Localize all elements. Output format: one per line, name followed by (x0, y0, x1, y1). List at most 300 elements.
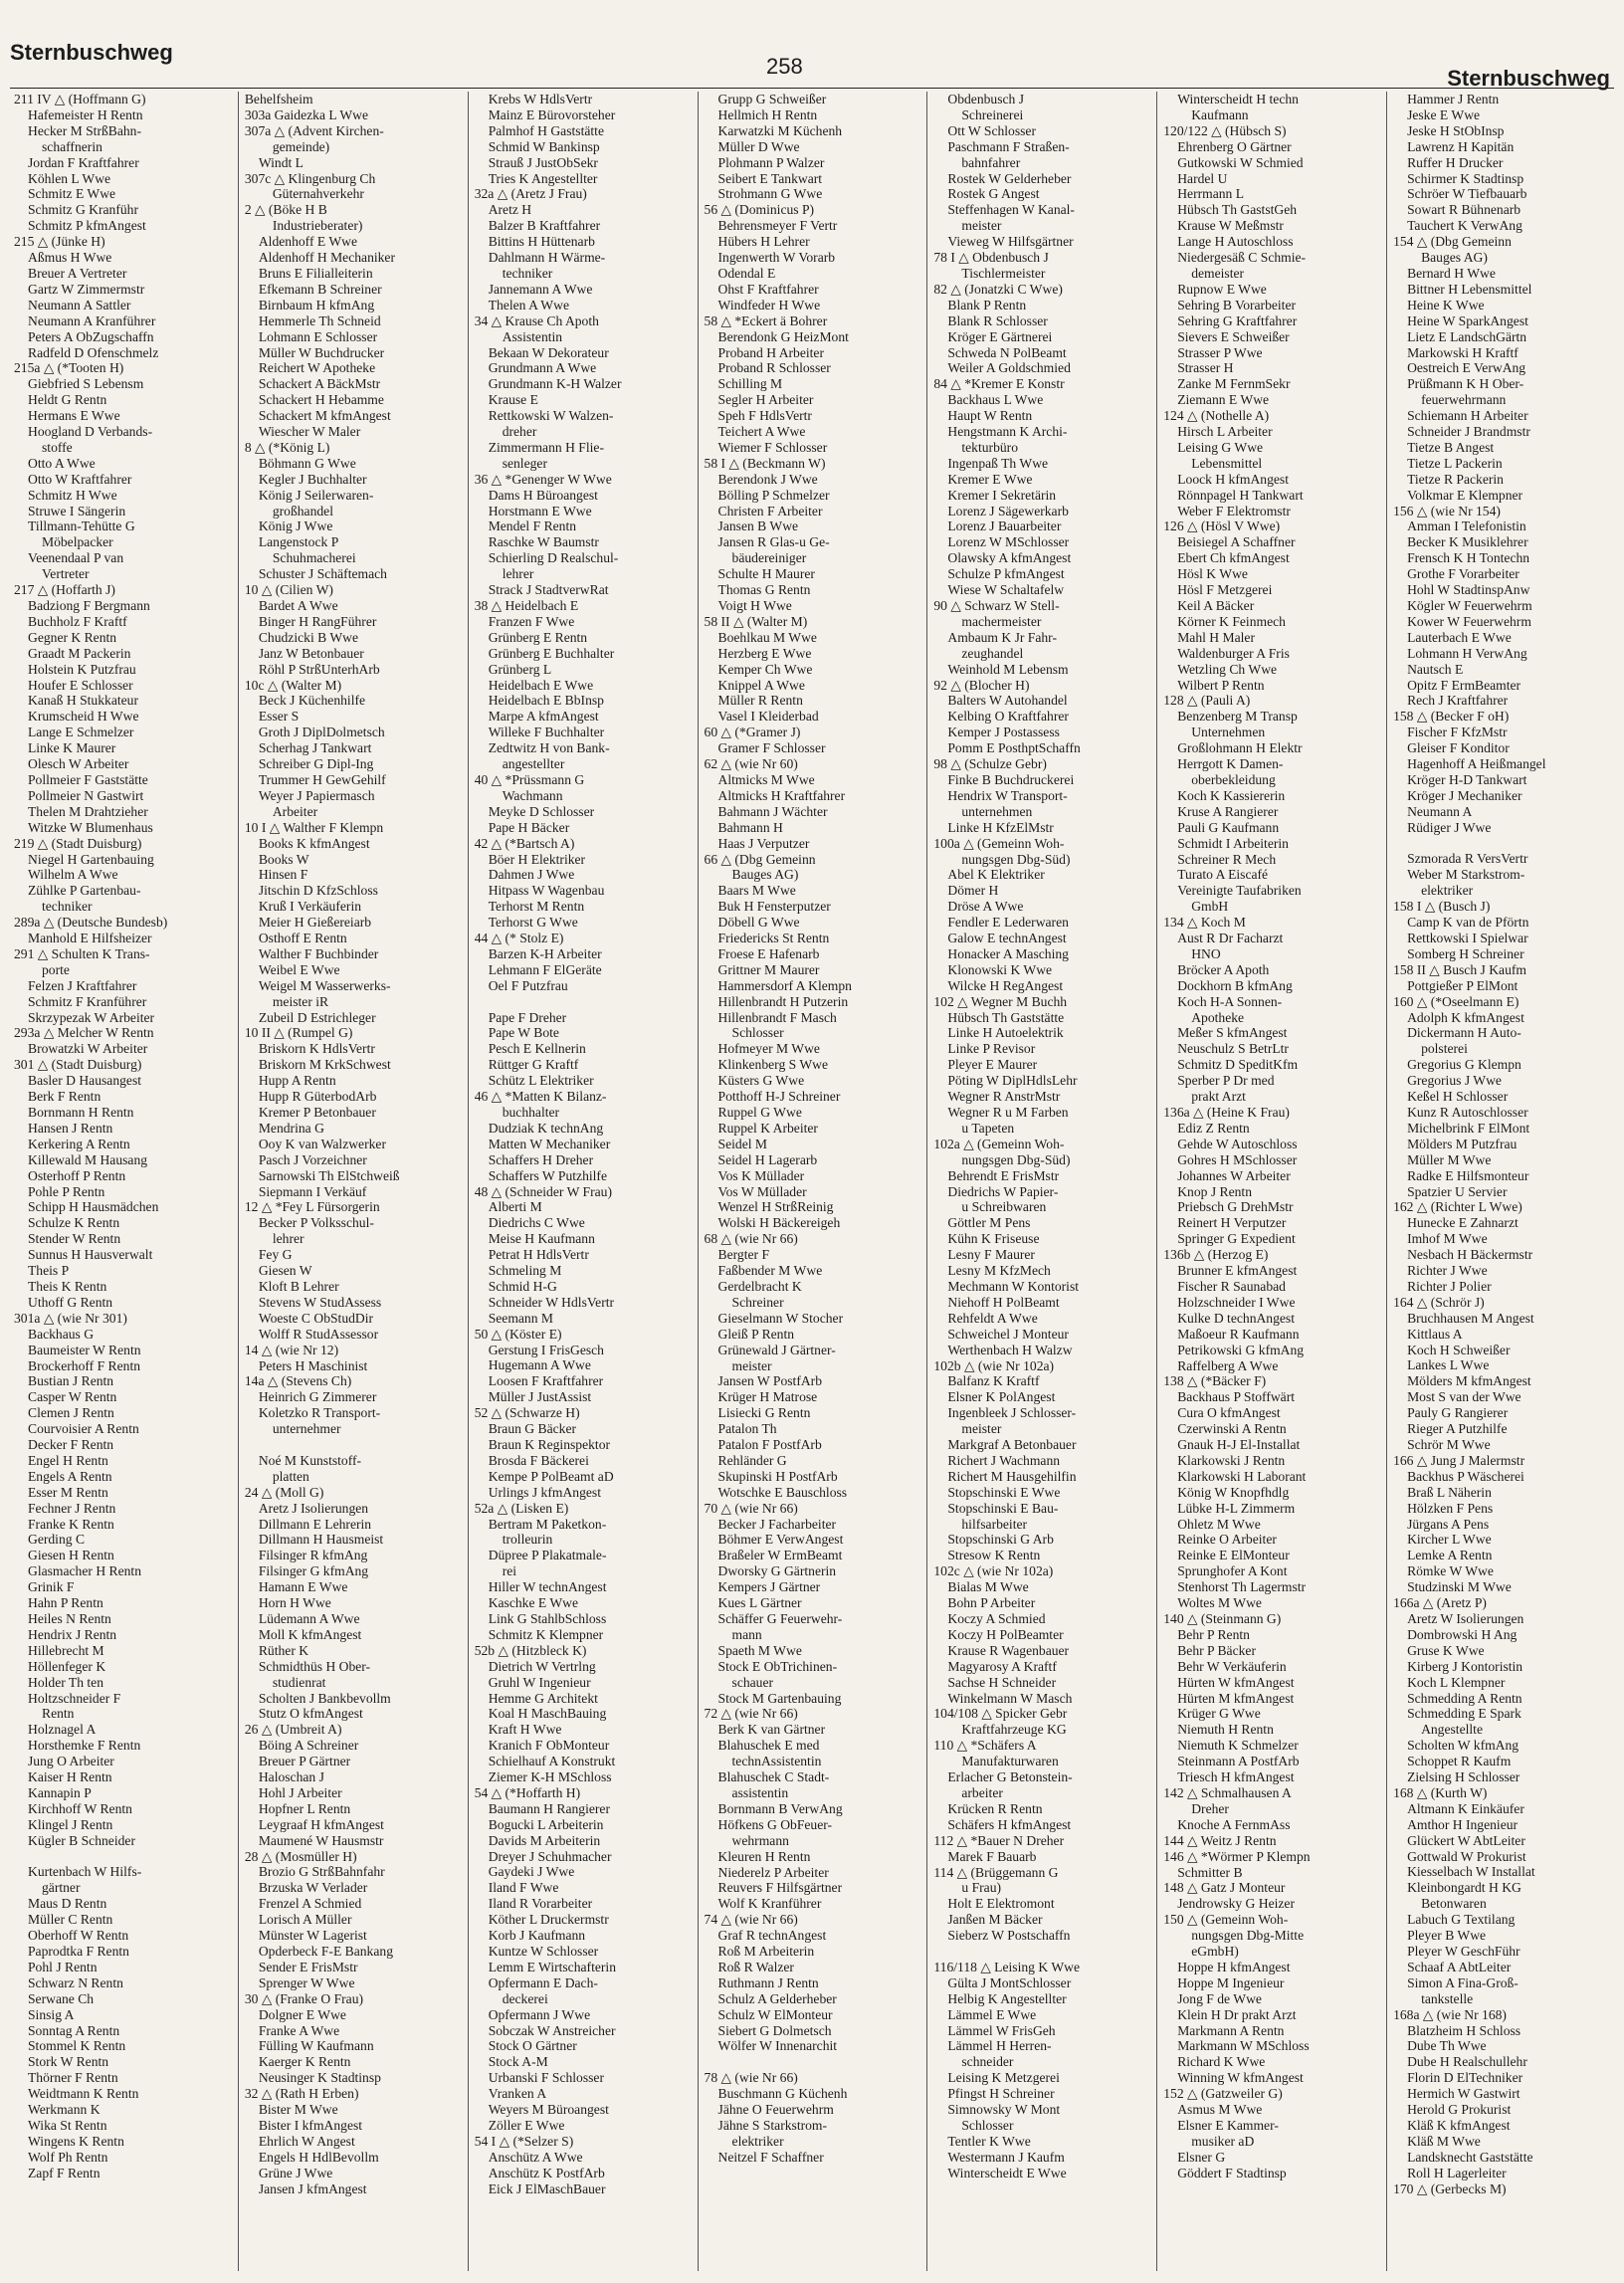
directory-entry: Zapf F Rentn (28, 2165, 101, 2180)
directory-entry: Spatzier U Servier (1407, 1183, 1508, 1199)
directory-entry: Bauges AG) (1421, 250, 1488, 266)
directory-entry: Holt E Elektromont (947, 1896, 1055, 1912)
directory-entry: Manhold E Hilfsheizer (28, 931, 152, 946)
directory-entry: Korb J Kaufmann (488, 1928, 586, 1944)
directory-entry: Fischer F KfzMstr (1407, 725, 1508, 740)
directory-entry: Richter J Wwe (1407, 1263, 1488, 1279)
directory-entry: Raschke W Baumstr (488, 534, 599, 550)
directory-entry: Zielsing H Schlosser (1407, 1769, 1521, 1785)
directory-entry: platten (272, 1468, 309, 1484)
directory-entry: 158 II △ Busch J Kaufm (1393, 961, 1526, 977)
directory-entry: Schlosser (731, 1025, 784, 1041)
directory-entry: 24 △ (Moll G) (244, 1484, 324, 1500)
column-2 (238, 92, 468, 2271)
directory-entry: Balters W Autohandel (947, 693, 1068, 709)
directory-entry: Klonowski K Wwe (947, 961, 1053, 977)
directory-entry: Hoppe M Ingenieur (1177, 1974, 1285, 1990)
directory-entry: 138 △ (*Bäcker F) (1163, 1373, 1267, 1389)
directory-entry: Elsner G (1177, 2149, 1226, 2165)
page-number: 258 (766, 54, 803, 79)
column-1 (8, 92, 238, 2271)
directory-entry: Berendonk G HeizMont (717, 328, 849, 344)
directory-entry: Bruchhausen M Angest (1407, 1310, 1534, 1326)
directory-entry: Aretz J Isolierungen (258, 1500, 369, 1516)
directory-entry: 140 △ (Steinmann G) (1163, 1611, 1282, 1626)
directory-entry: Bergter F (717, 1247, 770, 1263)
directory-entry: Aßmus H Wwe (28, 250, 112, 266)
directory-entry: Weber F Elektromstr (1177, 503, 1291, 519)
directory-entry: 52b △ (Hitzbleck K) (474, 1642, 587, 1658)
directory-entry: 116/118 △ Leising K Wwe (933, 1959, 1080, 1974)
directory-entry: Rehländer G (717, 1452, 787, 1468)
directory-entry: Woeste C ObStudDir (258, 1310, 374, 1326)
directory-entry (245, 1437, 464, 1453)
directory-entry: Kelbing O Kraftfahrer (947, 709, 1069, 725)
directory-entry: Hupp R GüterbodArb (258, 1089, 377, 1105)
directory-entry: Browatzki W Arbeiter (28, 1041, 148, 1057)
directory-entry: Killewald M Hausang (28, 1151, 148, 1167)
directory-entry: Ediz Z Rentn (1177, 1120, 1250, 1136)
directory-entry: polsterei (1421, 1041, 1468, 1057)
directory-entry: Kloft B Lehrer (258, 1278, 339, 1294)
directory-entry: Braun K Reginspektor (488, 1437, 611, 1453)
directory-entry: Galow E technAngest (947, 931, 1067, 946)
directory-entry: Friedericks St Rentn (717, 931, 830, 946)
directory-entry: Loock H kfmAngest (1177, 471, 1289, 487)
directory-entry: Skrzypezak W Arbeiter (28, 1009, 155, 1025)
directory-entry: Sieberz W Postschaffn (947, 1928, 1071, 1944)
directory-entry: Niemuth H Rentn (1177, 1722, 1274, 1738)
directory-entry: Schackert H Hebamme (258, 392, 384, 408)
directory-entry: 68 △ (wie Nr 66) (704, 1231, 798, 1247)
directory-entry: 301a △ (wie Nr 301) (14, 1310, 127, 1326)
directory-entry: Kemper Ch Wwe (717, 661, 813, 677)
directory-entry: Dahlmann H Wärme- (488, 250, 606, 266)
directory-entry: Rönnpagel H Tankwart (1177, 487, 1304, 503)
directory-entry: Westermann J Kaufm (947, 2149, 1065, 2165)
directory-entry: 168 △ (Kurth W) (1393, 1784, 1488, 1800)
directory-entry: Siebert G Dolmetsch (717, 2022, 832, 2038)
directory-entry: Holznagel A (28, 1722, 97, 1738)
directory-entry: Koch H-A Sonnen- (1177, 993, 1283, 1009)
directory-entry: gemeinde) (272, 138, 330, 154)
directory-entry: Ooy K van Walzwerker (258, 1136, 386, 1151)
directory-entry: Sobczak W Anstreicher (488, 2022, 616, 2038)
directory-entry: Gerstung I FrisGesch (488, 1342, 604, 1357)
directory-entry: Jung O Arbeiter (28, 1754, 114, 1769)
directory-entry: Ruppel G Wwe (717, 1105, 802, 1120)
directory-entry: Florin D ElTechniker (1407, 2070, 1523, 2086)
directory-entry: Göddert F Stadtinsp (1177, 2165, 1287, 2180)
directory-entry: zeughandel (961, 645, 1024, 661)
directory-entry: Engels H HdlBevollm (258, 2149, 379, 2165)
directory-entry: Braun G Bäcker (488, 1421, 577, 1437)
directory-entry: Schmedding E Spark (1407, 1706, 1522, 1722)
directory-entry: elektriker (1421, 883, 1474, 899)
directory-entry: Lorisch A Müller (258, 1912, 352, 1928)
directory-entry: Zubeil D Estrichleger (258, 1009, 376, 1025)
directory-entry: Schmitz E Wwe (28, 186, 116, 202)
directory-entry: 126 △ (Hösl V Wwe) (1163, 519, 1281, 534)
directory-entry: Gleiser F Konditor (1407, 740, 1510, 756)
directory-entry: Heine W SparkAngest (1407, 312, 1528, 328)
directory-entry: Badziong F Bergmann (28, 598, 150, 613)
directory-entry: Gregorius G Klempn (1407, 1057, 1522, 1073)
directory-entry: Janßen M Bäcker (947, 1912, 1043, 1928)
directory-entry: Dillmann E Lehrerin (258, 1516, 372, 1532)
directory-entry: 78 △ (wie Nr 66) (704, 2070, 798, 2086)
directory-entry: Opfermann E Dach- (488, 1974, 598, 1990)
directory-entry: Winterscheidt H techn (1177, 92, 1299, 106)
directory-entry: Hillebrecht M (28, 1642, 104, 1658)
directory-entry: 78 I △ Obdenbusch J (933, 250, 1049, 266)
directory-entry: König W Knopfhdlg (1177, 1484, 1290, 1500)
directory-entry: lehrer (272, 1231, 304, 1247)
directory-entry: Behr P Rentn (1177, 1626, 1250, 1642)
directory-entry: Schütz L Elektriker (488, 1073, 594, 1089)
directory-entry: Franke A Wwe (258, 2022, 340, 2038)
directory-entry: Jansen R Glas-u Ge- (717, 534, 830, 550)
directory-entry: Linke K Maurer (28, 740, 116, 756)
directory-entry: Schierling D Realschul- (488, 550, 619, 566)
directory-entry: 30 △ (Franke O Frau) (244, 1990, 364, 2006)
directory-entry: Schmitz D SpeditKfm (1177, 1057, 1299, 1073)
directory-entry: Kower W Feuerwehrm (1407, 613, 1531, 629)
directory-entry: Wolf K Kranführer (717, 1896, 822, 1912)
directory-entry: Ruppel K Arbeiter (717, 1120, 818, 1136)
directory-entry: Mainz E Bürovorsteher (488, 106, 616, 122)
directory-entry: Frensch K H Tontechn (1407, 550, 1530, 566)
directory-entry: Helbig K Angestellter (947, 1990, 1067, 2006)
directory-entry: Rostek W Gelderheber (947, 170, 1072, 186)
directory-entry: Köther L Druckermstr (488, 1912, 609, 1928)
directory-entry: 14 △ (wie Nr 12) (244, 1342, 339, 1357)
directory-entry: Grünewald J Gärtner- (717, 1342, 836, 1357)
directory-entry: Hendrix W Transport- (947, 787, 1068, 803)
directory-entry: Triesch H kfmAngest (1177, 1769, 1295, 1785)
directory-entry: Pauli G Kaufmann (1177, 819, 1280, 835)
directory-entry: 72 △ (wie Nr 66) (704, 1706, 798, 1722)
directory-entry: Schmeling M (488, 1263, 562, 1279)
directory-entry: Pollmeier N Gastwirt (28, 787, 144, 803)
directory-entry: Wiemer F Schlosser (717, 439, 828, 455)
directory-entry: Volkmar E Klempner (1407, 487, 1523, 503)
directory-entry: HNO (1191, 945, 1221, 961)
directory-columns (8, 92, 1616, 2271)
directory-entry: Stopschinski E Bau- (947, 1500, 1059, 1516)
directory-entry: Grittner M Maurer (717, 961, 820, 977)
directory-entry: Grünberg E Rentn (488, 629, 588, 645)
directory-entry: Stock E ObTrichinen- (717, 1658, 838, 1674)
directory-entry: Nautsch E (1407, 661, 1464, 677)
directory-entry: Tietze L Packerin (1407, 455, 1503, 471)
directory-entry: Bohn P Arbeiter (947, 1595, 1036, 1611)
directory-entry: Houfer E Schlosser (28, 677, 133, 693)
directory-entry: 28 △ (Mosmüller H) (244, 1848, 357, 1864)
directory-entry: 42 △ (*Bartsch A) (474, 835, 575, 851)
directory-entry: Willeke F Buchhalter (488, 725, 605, 740)
directory-entry: Kröger E Gärtnerei (947, 328, 1053, 344)
header-rule (10, 88, 1614, 89)
directory-entry: Haupt W Rentn (947, 408, 1033, 424)
directory-entry: Münster W Lagerist (258, 1928, 367, 1944)
directory-entry: Kuntze W Schlosser (488, 1944, 599, 1960)
directory-entry: Behr P Bäcker (1177, 1642, 1256, 1658)
directory-entry: 46 △ *Matten K Bilanz- (474, 1089, 607, 1105)
directory-entry: Seibert E Tankwart (717, 170, 823, 186)
directory-entry: 58 △ *Eckert ä Bohrer (704, 312, 828, 328)
directory-entry: Ruffer H Drucker (1407, 154, 1504, 170)
directory-entry: Stender W Rentn (28, 1231, 121, 1247)
directory-entry: Schmitter B (1177, 1864, 1243, 1880)
directory-entry: Wotschke E Bauschloss (717, 1484, 848, 1500)
directory-entry: Meyke D Schlosser (488, 803, 595, 819)
directory-entry: Wiese W Schaltafelw (947, 582, 1065, 598)
directory-entry: Höfkens G ObFeuer- (717, 1816, 833, 1832)
directory-entry: Dietrich W Vertrlng (488, 1658, 596, 1674)
directory-entry: Terhorst M Rentn (488, 899, 585, 915)
directory-entry: oberbekleidung (1191, 771, 1276, 787)
directory-entry: Pomm E PosthptSchaffn (947, 740, 1081, 756)
directory-entry: Dube H Realschullehr (1407, 2054, 1527, 2070)
directory-entry: Jansen B Wwe (717, 519, 799, 534)
directory-entry: Böhmann G Wwe (258, 455, 356, 471)
directory-entry: 136a △ (Heine K Frau) (1163, 1105, 1290, 1120)
directory-entry: meister iR (272, 993, 329, 1009)
directory-entry: Grüne J Wwe (258, 2165, 333, 2180)
directory-entry: Arbeiter (272, 803, 318, 819)
directory-entry: Honacker A Masching (947, 945, 1069, 961)
directory-entry: Oel F Putzfrau (488, 977, 568, 993)
directory-entry: Waldenburger A Fris (1177, 645, 1290, 661)
directory-entry: Labuch G Textilang (1407, 1912, 1516, 1928)
directory-entry: Becker P Volksschul- (258, 1215, 374, 1231)
directory-entry: Sonntag A Rentn (28, 2022, 120, 2038)
directory-entry: Kurtenbach W Hilfs- (28, 1864, 142, 1880)
directory-entry: Jähne S Starkstrom- (717, 2117, 828, 2133)
directory-entry: Weinhold M Lebensm (947, 661, 1069, 677)
directory-entry: Strohmann G Wwe (717, 186, 823, 202)
directory-entry: Rüther K (258, 1642, 309, 1658)
directory-entry: Gnauk H-J El-Installat (1177, 1437, 1301, 1453)
directory-entry: Schrör M Wwe (1407, 1437, 1491, 1453)
directory-entry: Lisiecki G Rentn (717, 1405, 811, 1421)
directory-entry: Kerkering A Rentn (28, 1136, 130, 1151)
directory-entry: Binger H RangFührer (258, 613, 377, 629)
directory-entry: Schackert A BäckMstr (258, 376, 381, 392)
directory-entry: Heidelbach E Wwe (488, 677, 594, 693)
directory-entry: Markowski H Kraftf (1407, 344, 1519, 360)
directory-entry: nungsgen Dbg-Mitte (1191, 1928, 1305, 1944)
directory-entry: 14a △ (Stevens Ch) (244, 1373, 352, 1389)
directory-entry: Strack J StadtverwRat (488, 582, 609, 598)
directory-entry: Leising K Metzgerei (947, 2070, 1060, 2086)
directory-entry: Wenzel H StrßReinig (717, 1199, 834, 1215)
directory-entry: Möbelpacker (42, 534, 113, 550)
directory-entry: Kremer I Sekretärin (947, 487, 1057, 503)
directory-entry: schauer (731, 1674, 774, 1690)
directory-entry: Müller J JustAssist (488, 1389, 592, 1405)
directory-entry: Krause W Meßmstr (1177, 218, 1284, 234)
directory-entry: Bölling P Schmelzer (717, 487, 830, 503)
directory-entry: meister (961, 218, 1002, 234)
directory-entry: Koch H Schweißer (1407, 1342, 1511, 1357)
directory-entry: musiker aD (1191, 2133, 1255, 2149)
directory-entry: Klingel J Rentn (28, 1816, 113, 1832)
directory-entry: Hahn P Rentn (28, 1595, 103, 1611)
directory-entry: Fülling W Kaufmann (258, 2038, 374, 2054)
directory-entry: Sperber P Dr med (1177, 1073, 1275, 1089)
directory-entry: Weber M Starkstrom- (1407, 867, 1525, 883)
directory-entry: 215 △ (Jünke H) (14, 234, 105, 250)
directory-entry: Mendrina G (258, 1120, 324, 1136)
directory-entry: Clemen J Rentn (28, 1405, 114, 1421)
directory-entry: Backhaus L Wwe (947, 392, 1044, 408)
directory-entry: Kaschke E Wwe (488, 1595, 579, 1611)
directory-entry: Paprodtka F Rentn (28, 1944, 129, 1960)
directory-entry: Bister I kfmAngest (258, 2117, 363, 2133)
directory-entry: 170 △ (Gerbecks M) (1393, 2180, 1507, 2196)
directory-entry: Kranich F ObMonteur (488, 1738, 610, 1754)
directory-entry: Voigt H Wwe (717, 598, 792, 613)
directory-entry: Dombrowski H Ang (1407, 1626, 1518, 1642)
directory-entry: Baumeister W Rentn (28, 1342, 141, 1357)
directory-entry: Aldenhoff E Wwe (258, 234, 358, 250)
directory-entry: Elsner K PolAngest (947, 1389, 1056, 1405)
directory-entry: Grupp G Schweißer (717, 92, 827, 106)
directory-entry: Proband H Arbeiter (717, 344, 824, 360)
directory-entry: Rettkowski I Spielwar (1407, 931, 1528, 946)
directory-entry (14, 1849, 234, 1865)
directory-entry: Jendrowsky G Heizer (1177, 1896, 1295, 1912)
directory-entry: Balzer B Kraftfahrer (488, 218, 601, 234)
directory-entry: Opitz F ErmBeamter (1407, 677, 1522, 693)
directory-entry: 142 △ Schmalhausen A (1163, 1784, 1292, 1800)
directory-entry: techniker (42, 899, 93, 915)
directory-entry: Vranken A (488, 2086, 547, 2102)
directory-entry: Höllenfeger K (28, 1658, 106, 1674)
directory-entry: Seemann M (488, 1310, 554, 1326)
directory-entry: Simnowsky W Mont (947, 2102, 1061, 2118)
directory-entry: 150 △ (Gemeinn Woh- (1163, 1912, 1289, 1928)
directory-entry: Stork W Rentn (28, 2054, 109, 2070)
directory-entry: Reinert H Verputzer (1177, 1215, 1287, 1231)
directory-entry: Dröse A Wwe (947, 899, 1024, 915)
directory-entry: Kemper J Postassess (947, 725, 1060, 740)
directory-entry: Klinkenberg S Wwe (717, 1057, 829, 1073)
directory-entry: Michelbrink F ElMont (1407, 1120, 1530, 1136)
directory-entry: Gruhl W Ingenieur (488, 1674, 591, 1690)
directory-entry: Ebert Ch kfmAngest (1177, 550, 1290, 566)
directory-entry: Hübsch Th Gaststätte (947, 1009, 1065, 1025)
directory-entry: Niemuth K Schmelzer (1177, 1738, 1299, 1754)
directory-entry: Beck J Küchenhilfe (258, 693, 366, 709)
directory-entry: Landsknecht Gaststätte (1407, 2149, 1533, 2165)
directory-entry: Skupinski H PostfArb (717, 1468, 838, 1484)
directory-entry: 52 △ (Schwarze H) (474, 1405, 580, 1421)
directory-entry: 144 △ Weitz J Rentn (1163, 1832, 1277, 1848)
directory-entry: demeister (1191, 265, 1245, 281)
directory-entry: 90 △ Schwarz W Stell- (933, 598, 1060, 613)
directory-entry: Ott W Schlosser (947, 122, 1036, 138)
directory-entry: Lange H Autoschloss (1177, 234, 1294, 250)
directory-entry: Paschmann F Straßen- (947, 138, 1070, 154)
page-header (10, 10, 1614, 91)
column-5 (926, 92, 1156, 2271)
directory-entry (1393, 836, 1612, 852)
directory-entry: Aust R Dr Facharzt (1177, 931, 1284, 946)
directory-entry: Witzke W Blumenhaus (28, 819, 153, 835)
directory-entry: Peters H Maschinist (258, 1357, 368, 1373)
directory-entry: Blahuschek E med (717, 1738, 820, 1754)
directory-entry: Behrensmeyer F Vertr (717, 218, 838, 234)
directory-entry: feuerwehrmann (1421, 392, 1507, 408)
directory-entry: Jeske H StObInsp (1407, 122, 1505, 138)
directory-entry: Asmus M Wwe (1177, 2102, 1263, 2118)
directory-entry: Linke P Revisor (947, 1041, 1036, 1057)
directory-entry: Linke H KfzElMstr (947, 819, 1054, 835)
directory-entry: Winkelmann W Masch (947, 1690, 1073, 1706)
directory-entry: 60 △ (*Gramer J) (704, 725, 801, 740)
directory-entry: Kremer E Wwe (947, 471, 1033, 487)
directory-entry: Gerding C (28, 1532, 86, 1548)
directory-entry: Boehlkau M Wwe (717, 629, 817, 645)
directory-entry: Lauterbach E Wwe (1407, 629, 1512, 645)
directory-entry: Berk K van Gärtner (717, 1722, 826, 1738)
directory-entry: Lorenz W MSchlosser (947, 534, 1070, 550)
directory-entry: Mölders M Putzfrau (1407, 1136, 1518, 1151)
directory-entry: Böing A Schreiner (258, 1738, 359, 1754)
directory-entry: Dockhorn B kfmAng (1177, 977, 1293, 993)
directory-entry: Lehmann F ElGeräte (488, 961, 602, 977)
directory-entry: Jansen W PostfArb (717, 1373, 822, 1389)
directory-entry: Studzinski M Wwe (1407, 1579, 1512, 1595)
directory-entry: Jürgans A Pens (1407, 1516, 1490, 1532)
directory-entry: Wegner R AnstrMstr (947, 1089, 1061, 1105)
directory-entry: Esser M Rentn (28, 1484, 108, 1500)
directory-entry: Lemm E Wirtschafterin (488, 1959, 616, 1974)
directory-entry: Klarkowski H Laborant (1177, 1468, 1307, 1484)
directory-entry: Stock M Gartenbauing (717, 1690, 842, 1706)
directory-entry: Koch K Kassiererin (1177, 787, 1286, 803)
directory-entry: Lohmann E Schlosser (258, 328, 378, 344)
directory-entry: Kittlaus A (1407, 1326, 1463, 1342)
directory-entry: Kanaß H Stukkateur (28, 693, 138, 709)
directory-entry: Bardet A Wwe (258, 598, 338, 613)
directory-entry: Blahuschek C Stadt- (717, 1769, 830, 1785)
directory-entry: Heldt G Rentn (28, 392, 107, 408)
directory-entry: Stenhorst Th Lagermstr (1177, 1579, 1307, 1595)
directory-entry: 62 △ (wie Nr 60) (704, 756, 798, 772)
directory-entry: Zimmermann H Flie- (488, 439, 604, 455)
directory-entry: Müller D Wwe (717, 138, 800, 154)
directory-entry: Kempers J Gärtner (717, 1579, 821, 1595)
directory-entry: Maus D Rentn (28, 1896, 107, 1912)
directory-entry (933, 1944, 1152, 1960)
directory-entry: 48 △ (Schneider W Frau) (474, 1183, 612, 1199)
directory-entry: Odendal E (717, 265, 776, 281)
directory-entry: Wiescher W Maler (258, 424, 361, 440)
directory-entry: Engel H Rentn (28, 1452, 108, 1468)
directory-entry: Patalon Th (717, 1421, 777, 1437)
directory-entry: Anschütz A Wwe (488, 2149, 583, 2165)
directory-entry: Wolff R StudAssessor (258, 1326, 379, 1342)
directory-entry: Horn H Wwe (258, 1595, 331, 1611)
directory-entry: 66 △ (Dbg Gemeinn (704, 851, 816, 867)
directory-entry: Apotheke (1191, 1009, 1245, 1025)
directory-entry: Christen F Arbeiter (717, 503, 823, 519)
directory-entry: Hillenbrandt H Putzerin (717, 993, 849, 1009)
